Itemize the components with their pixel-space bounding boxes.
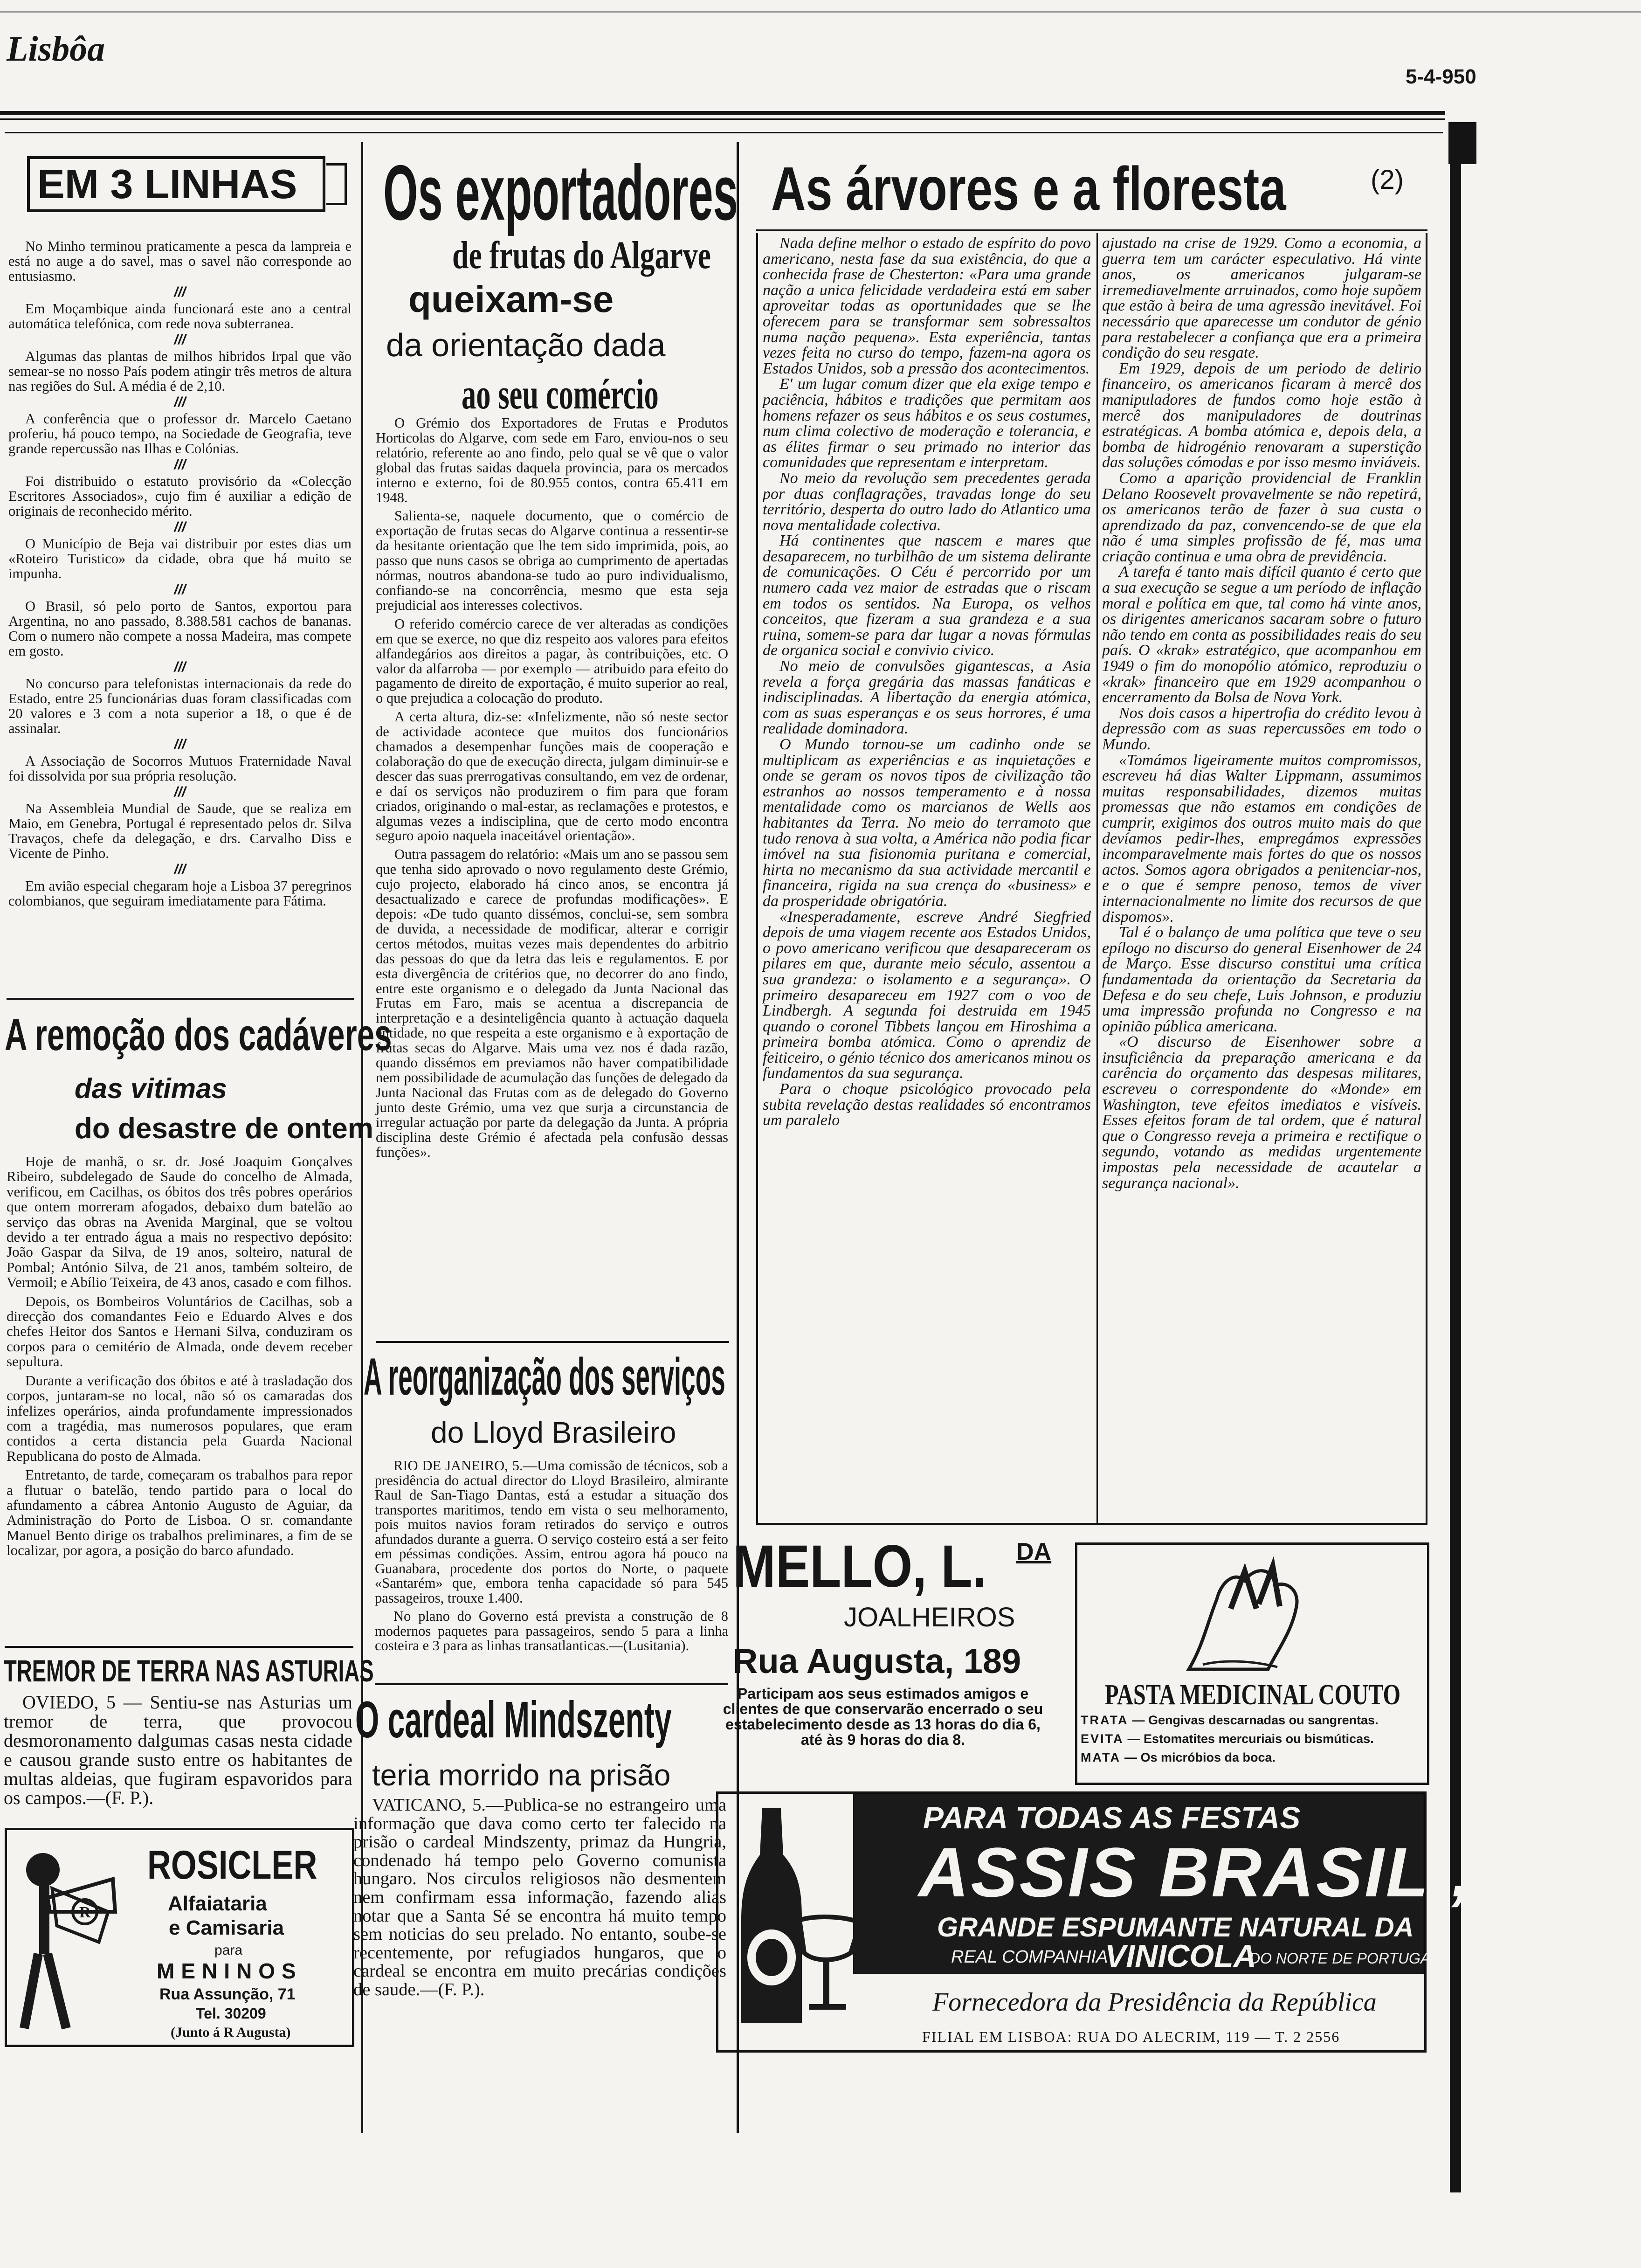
exportadores-paragraph: Outra passagem do relatório: «Mais um ano se passou sem que tenha sido aprovado o novo regulamento deste Grémio, cujo projecto, elaborado há cinco anos, se encontra já desactualizado e carece de profundas modificações». E depois: «De tudo quanto dissémos, conclui-se, sem sombra de duvida, a necessidade de modificar, alterar e corrigir certos métodos, muitas vezes mais dependentes do arbitrio das pessoas do que da letra das leis e regulamentos. E por esta divergência de critérios que, no decorrer do ano findo, entre este organismo e o delegado da Junta Nacional das Frutas em Faro, mais se acentua a discrepancia de interpretação e a desinteligência quanto à actuação daquela entidade, no que respeita a este organismo e à exportação de frutas secas do Algarve. Mais uma vez nos é dada razão, quando dissémos em previamos não haver compatibilidade nem possibilidade de acumulação das funções de delegado da Junta Nacional das Frutas com as de delegado do Governo junto deste Grémio, uma vez que surja a circunstancia de irregular actuação por parte da delegação da Junta. A própria disciplina deste Grémio é afectada pela confusão dessas funções». — [376, 846, 728, 1160]
couto-row — [1081, 1731, 1426, 1747]
rosicler-line1: Alfaiataria — [168, 1892, 267, 1915]
brief-separator: /// — [174, 582, 186, 597]
couto-row-value: — Gengivas descarnadas ou sangrentas. — [1132, 1713, 1379, 1727]
right-black-block — [1448, 122, 1476, 164]
arvores-paragraph: ajustado na crise de 1929. Como a economia, a guerra tem um carácter especulativo. Há vinte anos, os americanos julgaram-se irremediavelmente arruinados, como hoje supõem que estão à beira de uma agressão inevitável. Foi necessário que aparecesse um condutor de génio para restabelecer a confiança que era a primeira condição do seu resgate. — [1102, 235, 1421, 362]
arvores-paragraph: Há continentes que nascem e mares que desaparecem, no turbilhão de um sistema delirante de comunicações. O Céu é percorrido por um numero cada vez maior de estradas que o riscam em todos os sentidos. Na Europa, os velhos conceitos, que fizeram a sua grandeza e a sua ruina, somem-se para dar lugar a novas fórmulas de organica social e convivio civico. — [763, 532, 1091, 659]
couto-row — [1081, 1749, 1426, 1765]
brief-separator: /// — [174, 784, 186, 800]
mello-name: MELLO, L. — [733, 1533, 987, 1600]
arvores-paragraph: E' um lugar comum dizer que ela exige tempo e paciência, hábitos e tradições que permitam aos homens refazer os seus hábitos e os seus costumes, num clima colectivo de moderação e tolerancia, e as élites firmar o seu primado no interior das comunidades que representam e interpretam. — [763, 375, 1091, 471]
arvores-title-rule — [756, 229, 1427, 231]
svg-text:R: R — [79, 1904, 91, 1921]
remocao-title: A remoção dos cadáveres — [5, 1010, 392, 1060]
lloyd-paragraph: No plano do Governo está prevista a construção de 8 modernos paquetes para passageiros, sendo 5 para a linha costeira e 3 para as linhas transatlanticas.—(Lusitania). — [375, 1608, 728, 1653]
rosicler-near: (Junto á R Augusta) — [171, 2025, 291, 2040]
brief-separator: /// — [174, 519, 186, 535]
assis-line2a: REAL COMPANHIA — [951, 1947, 1108, 1967]
cardeal-sub: teria morrido na prisão — [372, 1758, 671, 1792]
couto-title: PASTA MEDICINAL COUTO — [1105, 1679, 1401, 1711]
remocao-paragraph: Entretanto, de tarde, começaram os trabalhos para repor a flutuar o batelão, tendo partido para o local do afundamento a cábrea Antonio Augusto de Aguiar, da Administração do Porto de Lisboa. O sr. comandante Manuel Bento dirige os trabalhos preliminares, a fim de se localizar, por agora, a posição do barco afundado. — [7, 1466, 352, 1559]
brief-separator: /// — [174, 737, 186, 752]
header-rule — [0, 111, 1445, 115]
rosicler-para: para — [214, 1943, 243, 1958]
assis-line1: GRANDE ESPUMANTE NATURAL DA — [937, 1912, 1414, 1943]
arvores-paragraph: «Inesperadamente, escreve André Siegfried depois de uma viagem recente aos Estados Unidos, o povo americano verificou que desapareceram os pilares em que, durante meio século, assentou a sua grandeza: o isolamento e a segurança». O primeiro desapareceu em 1927 com o voo de Lindbergh. A segunda foi destruida em 1945 quando o coronel Tibbets lançou em Hiroshima a primeira bomba atómica. Como o aprendiz de feiticeiro, o génio técnico dos americanos minou os fundamentos da sua segurança. — [763, 908, 1091, 1082]
exportadores-paragraph: A certa altura, diz-se: «Infelizmente, não só neste sector de actividade acontece que muitos dos funcionários chamados a desempenhar funções mais de cooperação e colaboração do que de execução directa, julgam diminuir-se e descer das suas prerrogativas consultando, em vez de ordenar, e daí os serviços não produzirem o fim para que foram criados, originando o mal-estar, as reclamações e protestos, e algumas vezes a indisciplina, que de certo modo encontra seguro apoio naquela inaceitável orientação». — [376, 709, 728, 844]
remocao-sub1: das vitimas — [75, 1073, 227, 1104]
arvores-title: As árvores e a floresta — [771, 154, 1286, 223]
remocao-paragraph: Depois, os Bombeiros Voluntários de Cacilhas, sob a direcção dos comandantes Feio e Eduardo Alves e dos chefes Heitor dos Santos e Hernani Silva, conduziram os corpos para o cemitério de Almada, onde devem receber sepultura. — [7, 1293, 352, 1370]
tremor-title: TREMOR DE TERRA NAS ASTURIAS — [4, 1653, 374, 1688]
exportadores-sub4: ao seu comércio — [462, 370, 659, 418]
tremor-text: OVIEDO, 5 — Sentiu-se nas Asturias um tremor de terra, que provocou desmoronamento dalgumas casas nesta cidade e causou grande susto entre os habitantes de multas aldeias, que fugiram espavoridos para os campos.—(F. P.). — [4, 1692, 352, 1808]
remocao-paragraph: Hoje de manhã, o sr. dr. José Joaquim Gonçalves Ribeiro, subdelegado de Saude do concelho de Almada, verificou, em Cacilhas, os óbitos dos três pobres operários que ontem morreram afogados, debaixo dum batelão ao serviço das obras na Avenida Marginal, que se voltou devido a ter entrado água a mais no respectivo depósito: João Gaspar da Silva, de 19 anos, solteiro, natural de Pombal; António Silva, de 21 anos, também solteiro, de Vermoil; e Abílio Teixeira, de 43 anos, casado e com filhos. — [7, 1153, 352, 1291]
tooth-hand-icon — [1175, 1553, 1315, 1674]
assis-footer: FILIAL EM LISBOA: RUA DO ALECRIM, 119 — T. 2 2556 — [922, 2028, 1340, 2045]
mello-superscript: DA — [1016, 1538, 1052, 1565]
arvores-paragraph: Como a aparição providencial de Franklin Delano Roosevelt provavelmente se não repetirá, os americanos terão de fazer à sua custa o aprendizado da paz, convencendo-se de que ela não é uma simples profissão de fé, mas uma criação continua e uma obra de previdência. — [1102, 469, 1421, 565]
brief-item: A conferência que o professor dr. Marcelo Caetano proferiu, há pouco tempo, na Sociedade de Geografia, teve grande repercussão nas Ilhas e Colónias. — [8, 411, 352, 456]
arvores-paragraph: «O discurso de Eisenhower sobre a insuficiência da preparação americana e da carência do orçamento das despesas militares, escreveu o correspondente do «Monde» em Washington, teve efeitos imediatos e visíveis. Esses efeitos foram de tal ordem, que é natural que o Congresso reveja a primeira e rectifique o segundo, votando as medidas urgentemente impostas pela necessidade de acautelar a segurança nacional». — [1102, 1033, 1421, 1192]
brief-separator: /// — [174, 862, 186, 877]
mello-text: Participam aos seus estimados amigos e clientes de que conservarão encerrado o seu estabelecimento desde as 13 horas do dia 6, até às 9 horas do dia 8. — [723, 1685, 1043, 1748]
remocao-body — [7, 1154, 352, 1562]
brief-item: Foi distribuido o estatuto provisório da «Colecção Escritores Associados», cujo fim é auxiliar a edição de originais de reconhecido mérito. — [8, 473, 352, 519]
lloyd-end-rule — [375, 1683, 728, 1685]
arvores-inner-rule — [1096, 233, 1098, 1525]
header-rule-thin — [0, 118, 1445, 120]
remocao-sub2: do desastre de ontem — [75, 1113, 373, 1145]
brief-item: O Município de Beja vai distribuir por estes dias um «Roteiro Turistico» da cidade, obra que há muito se impunha. — [8, 536, 352, 581]
em3linhas-box-tab — [326, 163, 347, 205]
rosicler-address: Rua Assunção, 71 — [159, 1985, 296, 2003]
brief-item: Algumas das plantas de milhos hibridos Irpal que vão semear-se no nosso País podem atingir três metros de altura nas regiões do Sul. A média é de 2,10. — [8, 348, 352, 394]
export-end-rule — [376, 1341, 729, 1343]
herald-trumpet-icon — [15, 1842, 141, 2033]
arvores-paragraph: Para o choque psicológico provocado pela subita revelação destas realidades só encontramos um paralelo — [763, 1080, 1091, 1129]
champagne-bottle-icon — [720, 1799, 879, 2032]
arvores-paragraph: O Mundo tornou-se um cadinho onde se multiplicam as experiências e as inquietações e onde se geram os novos tipos de civilização tão estranhos ao nossos temperamento e à nossa mentalidade como os marcianos de Wells aos habitantes da Terra. No meio do terramoto que tudo renova à sua volta, a América não podia ficar imóvel na sua fisionomia puritana e comercial, hirta no mecanismo da sua actividade mercantil e financeira, rigida na sua crença do «business» e da prosperidade obrigatória. — [763, 736, 1091, 910]
arvores-col1 — [763, 235, 1091, 1128]
brief-separator: /// — [174, 394, 186, 410]
brief-separator: /// — [174, 659, 186, 675]
brief-item: No Minho terminou praticamente a pesca da lampreia e está no auge a do savel, mas o savel não corresponde ao entusiasmo. — [8, 238, 352, 284]
header-rule-under — [5, 132, 1443, 133]
couto-row-value: — Os micróbios da boca. — [1124, 1750, 1276, 1764]
exportadores-sub2: queixam-se — [408, 278, 614, 320]
masthead-paper: Lisbôa — [7, 29, 105, 69]
arvores-paragraph: A tarefa é tanto mais difícil quanto é certo que a sua execução se segue a um período de inflação moral e política em que, tal como há vinte anos, os dirigentes americanos sacaram sobre o futuro não tendo em conta as possibilidades reais do seu país. O «krak» estratégico, que acompanhou em 1949 o fim do monopólio atómico, reproduziu o «krak» financeiro que em 1929 acompanhou o encerramento da Bolsa de Nova York. — [1102, 563, 1421, 706]
rosicler-phone: Tel. 30209 — [196, 2005, 266, 2022]
brief-separator: /// — [174, 457, 186, 472]
brief-separator: /// — [174, 284, 186, 300]
brief-item: O Brasil, só pelo porto de Santos, exportou para Argentina, no ano passado, 8.388.581 cachos de bananas. Com o numero não compete a nossa Madeira, mas compete em gosto. — [8, 598, 352, 659]
exportadores-body — [376, 416, 728, 1163]
assis-script: Fornecedora da Presidência da República — [932, 1988, 1377, 2017]
couto-row — [1081, 1712, 1426, 1728]
remocao-paragraph: Durante a verificação dos óbitos e até à trasladação dos corpos, juntaram-se no local, não só os camaradas dos infelizes operários, ainda profundamente impressionados com a tragédia, mas numerosos populares, que eram contidos a certa distancia pela Guarda Nacional Republicana do posto de Almada. — [7, 1372, 352, 1464]
exportadores-paragraph: O referido comércio carece de ver alteradas as condições em que se exerce, no que diz respeito aos valores para efeitos alfandegários aos direitos a pagar, às contribuições, etc. O valor da alfarroba — por exemplo — atribuido para efeito do pagamento de direito de exportação, é muito superior ao real, o que prejudica a colocação do produto. — [376, 615, 728, 706]
brief-item: Na Assembleia Mundial de Saude, que se realiza em Maio, em Genebra, Portugal é representado pelos dr. Silva Travaços, chefe da delegação, e drs. Carvalho Diss e Vicente de Pinho. — [8, 801, 352, 861]
mello-address: Rua Augusta, 189 — [733, 1642, 1021, 1680]
couto-row-key: TRATA — [1081, 1713, 1129, 1727]
assis-line2c: DO NORTE DE PORTUGAL — [1249, 1950, 1439, 1967]
lloyd-paragraph: RIO DE JANEIRO, 5.—Uma comissão de técnicos, sob a presidência do actual director do Lloyd Brasileiro, almirante Raul de San-Tiago Dantas, está a estudar a situação dos transportes maritimos, tendo em vista o seu melhoramento, pois muitos navios foram retirados do serviço e outros afundados durante a guerra. O serviço costeiro está a ser feito em péssimas condições. Assim, entrou agora há pouco na Guanabara, procedente dos portos do Norte, o paquete «Santarém» que, embora tenha capacidade só para 545 passageiros, trouxe 1.400. — [375, 1458, 728, 1606]
exportadores-sub3: da orientação dada — [386, 327, 666, 363]
mello-sub: JOALHEIROS — [844, 1602, 1015, 1632]
exportadores-paragraph: O Grémio dos Exportadores de Frutas e Produtos Horticolas do Algarve, com sede em Faro, enviou-nos o seu relatório, referente ao ano findo, pelo qual se vê que o valor global das frutas saidas daquela provincia, para os mercados interno e externo, foi de 80.955 contos, contra 65.411 em 1948. — [376, 415, 728, 505]
assis-brand: ASSIS BRASIL,, — [918, 1833, 1473, 1911]
brief-item: Em avião especial chegaram hoje a Lisboa 37 peregrinos colombianos, que seguiram imediatamente para Fátima. — [8, 878, 352, 909]
rosicler-meninos: MENINOS — [157, 1959, 303, 1983]
rosicler-line2: e Camisaria — [169, 1916, 284, 1939]
exportadores-paragraph: Salienta-se, naquele documento, que o comércio de exportação de frutas secas do Algarve continua a ressentir-se da hesitante orientação que lhe tem sido imprimida, pois, ao passo que nuns casos se obriga ao cumprimento de apertadas nórmas, noutros abandona-se tudo ao puro individualismo, confiando-se na concorrência, mesmo que esta seja prejudicial aos interesses colectivos. — [376, 508, 728, 613]
brief-item: A Associação de Socorros Mutuos Fraternidade Naval foi dissolvida por sua própria resolução. — [8, 753, 352, 784]
issue-date: 5-4-950 — [1406, 65, 1476, 88]
briefs-end-rule — [7, 998, 354, 1000]
arvores-paragraph: Nada define melhor o estado de espírito do povo americano, nesta fase da sua existência, do que a conhecida frase de Chesterton: «Para uma grande nação a unica felicidade verdadeira está em saber aproveitar todas as oportunidades que se lhe oferecem para se transformar sem sobressaltos numa nação pequena». Esta experiência, tantas vezes feita no curso do tempo, fazem-na agora os Estados Unidos, sob a pressão dos acontecimentos. — [763, 235, 1091, 377]
arvores-paragraph: «Tomámos ligeiramente muitos compromissos, escreveu há dias Walter Lippmann, assumimos muitas responsabilidades, dizemos muitas promessas que não estamos em condições de cumprir, exigimos dos outros muito mais do que devíamos pedir-lhes, empregámos expressões incomparavelmente mais fortes do que os nossos actos. Somos agora obrigados a penitenciar-nos, e o que é sempre penoso, temos de viver internacionalmente no limite dos recursos de que dispomos». — [1102, 751, 1421, 926]
cardeal-body: VATICANO, 5.—Publica-se no estrangeiro uma informação que dava como certo ter falecido na prisão o cardeal Mindszenty, primaz da Hungria, condenado há tempo pelo Governo comunista hungaro. Nos circulos religiosos não desmentem nem confirmam essa informação, fazendo alias notar que a Santa Sé se encontra há muito tempo sem noticias do seu prelado. No entanto, soube-se recentemente, por refugiados hungaros, que o cardeal se encontra em muito precárias condições de saude.—(F. P.). — [353, 1795, 726, 1999]
couto-row-key: EVITA — [1081, 1732, 1124, 1746]
cardeal-title: O cardeal Mindszenty — [355, 1691, 672, 1749]
arvores-paragraph: No meio de convulsões gigantescas, a Asia revela a força gregária das massas fanáticas e indisciplinadas. A libertação da energia atómica, com as suas esperanças e os seus horrores, é uma realidade dominadora. — [763, 657, 1091, 738]
couto-row-key: MATA — [1081, 1750, 1121, 1764]
top-rule — [0, 11, 1641, 13]
brief-separator: /// — [174, 332, 186, 347]
arvores-paragraph: No meio da revolução sem precedentes gerada por duas conflagrações, travadas longe do seu território, desperta do outro lado do Atlantico uma nova mentalidade colectiva. — [763, 469, 1091, 534]
arvores-paragraph: Tal é o balanço de uma política que teve o seu epílogo no discurso do general Eisenhower de 24 de Março. Esse discurso constitui uma crítica fundamentada da orientação da Secretaria da Defesa e do seu chefe, Luis Johnson, e produziu uma impressão profunda no Congresso e na opinião pública americana. — [1102, 924, 1421, 1035]
em3linhas-briefs — [8, 239, 352, 908]
lloyd-body — [375, 1459, 728, 1657]
brief-item: No concurso para telefonistas internacionais da rede do Estado, entre 25 funcionárias duas foram classificadas com 20 valores e 3 com a nota superior a 18, o que é de assinalar. — [8, 676, 352, 736]
em3linhas-label: EM 3 LINHAS — [37, 161, 297, 207]
remocao-end-rule — [5, 1646, 353, 1648]
exportadores-title: Os exportadores — [383, 149, 738, 236]
couto-row-value: — Estomatites mercuriais ou bismúticas. — [1127, 1732, 1374, 1746]
arvores-col2 — [1102, 235, 1421, 1191]
arvores-paragraph: Em 1929, depois de um periodo de delirio financeiro, os americanos ficaram à mercê dos manipuladores de fundos como hoje estão à mercê dos manipuladores de doutrinas estratégicas. A bomba atómica e, depois dela, a bomba de hidrogénio renovaram a superstição das soluções cómodas e por isso mesmo inviáveis. — [1102, 360, 1421, 471]
assis-line2b: VINICOLA — [1105, 1938, 1256, 1974]
exportadores-sub1: de frutas do Algarve — [452, 234, 711, 277]
arvores-part-number: (2) — [1371, 165, 1404, 195]
brief-item: Em Moçambique ainda funcionará este ano a central automática telefónica, com rede nova subterranea. — [8, 301, 352, 332]
assis-top: PARA TODAS AS FESTAS — [923, 1800, 1301, 1835]
lloyd-sub: do Lloyd Brasileiro — [431, 1416, 676, 1449]
arvores-paragraph: Nos dois casos a hipertrofia do crédito levou à depressão com as suas repercussões em todo o Mundo. — [1102, 704, 1421, 753]
couto-rows — [1081, 1712, 1426, 1768]
rosicler-brand: ROSICLER — [147, 1843, 317, 1888]
lloyd-title: A reorganização dos serviços — [364, 1348, 725, 1406]
